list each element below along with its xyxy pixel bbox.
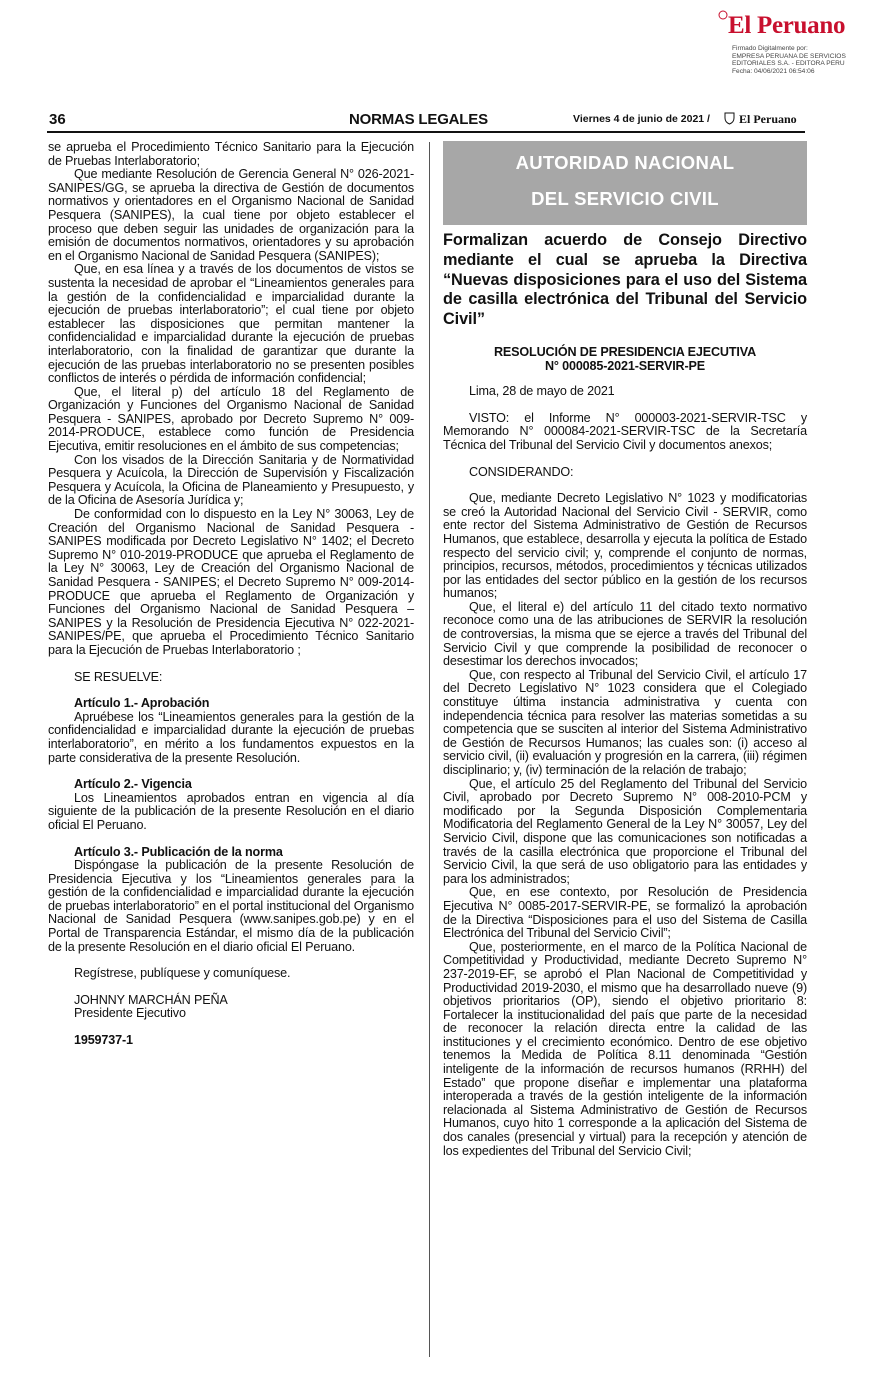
institution-banner	[443, 141, 807, 225]
signer-title: Presidente Ejecutivo	[74, 1006, 186, 1021]
column-divider	[429, 142, 430, 1357]
paragraph: Con los visados de la Dirección Sanitaria y de Normatividad Pesquera y Acuícola, la Dirección de Supervisión y Fiscalización Pesquera y Acuícola, la Oficina de Planeamiento y Presupuesto, y de la Oficina de Asesoría Jurídica y;	[48, 452, 414, 508]
signer-name: JOHNNY MARCHÁN PEÑA	[74, 992, 228, 1007]
considerando-heading: CONSIDERANDO:	[469, 464, 574, 479]
signature-line: Fecha: 04/06/2021 06:54:06	[732, 67, 815, 75]
paragraph: Que, el literal p) del artículo 18 del Reglamento de Organización y Funciones del Organismo Nacional de Sanidad Pesquera - SANIPES, aprobado por Decreto Supremo N° 009-2014-PRODUCE, establece como función de Presidencia Ejecutiva, emitir resoluciones en el ámbito de sus competencias;	[48, 384, 414, 454]
paragraph: Que, en ese contexto, por Resolución de Presidencia Ejecutiva N° 0085-2017-SERVIR-PE, se formalizó la aprobación de la Directiva “Disposiciones para el uso del Sistema de Casilla Electrónica del Tribunal del Servicio Civil”;	[443, 885, 807, 941]
paragraph: Que, posteriormente, en el marco de la Política Nacional de Competitividad y Productividad, mediante Decreto Supremo N° 237-2019-EF, se aprobó el Plan Nacional de Competitividad y Productividad 2019-2030, el mismo que ha desarrollado nueve (9) objetivos prioritarios (OP), siendo el objetivo prioritario 8: Fortalecer la institucionalidad del país que parte de la necesidad de reconocer la relación directa entre la calidad de las instituciones y el crecimiento económico. Dentro de ese objetivo tenemos la Medida de Política 8.11 denominada “Gestión inteligente de la información de recursos humanos (RRHH) del Estado” que propone diseñar e implementar una plataforma interoperada a través de la gestión inteligente de la información relacionada al Sistema Administrativo de Gestión de Recursos Humanos, cuyo hito 1 corresponde a la aplicación del Sistema de dos canales (presencial y virtual) para la recepción y atención de los expedientes del Tribunal del Servicio Civil;	[443, 939, 807, 1158]
paragraph: Que, en esa línea y a través de los documentos de vistos se sustenta la necesidad de aprobar el “Lineamientos generales para la gestión de la confidencialidad e imparcialidad durante la ejecución de pruebas interlaboratorio”; el cual tiene por objeto establecer las disposiciones que permitan mantener la confidencialidad e imparcialidad durante la ejecución de pruebas interlaboratorio, con la finalidad de garantizar que durante la ejecución de las pruebas interlaboratorio no se presenten posibles conflictos de interés o pérdida de información confidencial;	[48, 262, 414, 386]
norm-title: Formalizan acuerdo de Consejo Directivo mediante el cual se aprueba la Directiva “Nuevas disposiciones para el uso del Sistema de casilla electrónica del Tribunal del Servicio Civil”	[443, 231, 807, 329]
publication-name: El Peruano	[739, 112, 797, 126]
article-3-text: Dispóngase la publicación de la presente Resolución de Presidencia Ejecutiva y los “Lineamientos generales para la gestión de la confidencialidad e imparcialidad durante la ejecución de pruebas interlaboratorio” en el portal institucional del Organismo Nacional de Sanidad Pesquera (www.sanipes.gob.pe) y en el Portal de Transparencia Estándar, el mismo día de la publicación de la presente Resolución en el diario oficial El Peruano.	[48, 858, 414, 954]
article-3-title: Artículo 3.- Publicación de la norma	[74, 844, 283, 859]
resolution-number	[443, 346, 807, 373]
banner-line: DEL SERVICIO CIVIL	[531, 188, 719, 209]
paragraph: De conformidad con lo dispuesto en la Ley N° 30063, Ley de Creación del Organismo Nacional de Sanidad Pesquera - SANIPES modificada por Decreto Legislativo N° 1402; el Decreto Supremo N° 010-2019-PRODUCE que aprueba el Reglamento de la Ley N° 30063, Ley de Creación del Organismo Nacional de Sanidad Pesquera - SANIPES; el Decreto Supremo N° 009-2014-PRODUCE que aprueba el Reglamento de Organización y Funciones del Organismo Nacional de Sanidad Pesquera – SANIPES y la Resolución de Presidencia Ejecutiva N° 022-2021-SANIPES/PE, que aprueba el Procedimiento Técnico Sanitario para la Ejecución de Pruebas Interlaboratorio ;	[48, 507, 414, 657]
document-code: 1959737-1	[74, 1033, 133, 1048]
resolution-line: N° 000085-2021-SERVIR-PE	[544, 358, 706, 373]
issue-date: Viernes 4 de junio de 2021 /	[573, 113, 710, 125]
right-column	[443, 141, 807, 1158]
section-title: NORMAS LEGALES	[349, 111, 488, 128]
article-2-title: Artículo 2.- Vigencia	[74, 777, 192, 792]
paragraph: Que, mediante Decreto Legislativo N° 1023 y modificatorias se creó la Autoridad Nacional del Servicio Civil - SERVIR, como ente rector del Sistema Administrativo de Gestión de Recursos Humanos, que establece, desarrolla y ejecuta la política de Estado respecto del servicio civil; y, comprende el conjunto de normas, principios, recursos, métodos, procedimientos y técnicas utilizados por las entidades del sector público en la gestión de los recursos humanos;	[443, 491, 807, 601]
paragraph: se aprueba el Procedimiento Técnico Sanitario para la Ejecución de Pruebas Interlaboratorio;	[48, 140, 414, 168]
signature-line: EMPRESA PERUANA DE SERVICIOS	[732, 52, 846, 60]
article-1-title: Artículo 1.- Aprobación	[74, 696, 210, 711]
digital-signature	[732, 45, 862, 75]
shield-icon	[723, 112, 736, 125]
resolve-heading: SE RESUELVE:	[74, 669, 163, 684]
paragraph: Que, el artículo 25 del Reglamento del Tribunal del Servicio Civil, aprobado por Decreto Supremo N° 008-2010-PCM y modificado por la Segunda Disposición Complementaria Modificatoria del Reglamento General de la Ley N° 30057, Ley del Servicio Civil, dispone que las comunicaciones son notificadas a través de la casilla electrónica que proporcione el Tribunal del Servicio Civil, la que será de uso obligatorio para las entidades y para los administrados;	[443, 776, 807, 886]
header-rule	[47, 131, 805, 133]
left-column	[48, 141, 414, 1048]
paragraph: Que, con respecto al Tribunal del Servicio Civil, el artículo 17 del Decreto Legislativo N° 1023 considera que el Colegiado constituye última instancia administrativa y cuenta con independencia técnica para resolver las materias sometidas a su competencia que se susciten al interior del Sistema Administrativo de Gestión de Recursos Humanos; las cuales son: (i) acceso al servicio civil, (ii) evaluación y progresión en la carrera, (iii) régimen disciplinario; y, (iv) terminación de la relación de trabajo;	[443, 667, 807, 778]
page-header	[47, 111, 805, 133]
paragraph: Que, el literal e) del artículo 11 del citado texto normativo reconoce como una de las atribuciones de SERVIR la resolución de controversias, la misma que se ejerce a través del Tribunal del Servicio Civil y que comprende la posibilidad de reconocer o desestimar los derechos invocados;	[443, 599, 807, 669]
page-number: 36	[49, 111, 66, 128]
visto-paragraph: VISTO: el Informe N° 000003-2021-SERVIR-TSC y Memorando N° 000084-2021-SERVIR-TSC de la Secretaría Técnica del Tribunal del Servicio Civil y documentos anexos;	[443, 410, 807, 452]
banner-line: AUTORIDAD NACIONAL	[515, 152, 735, 173]
closing-formula: Regístrese, publíquese y comuníquese.	[74, 966, 291, 981]
signature-line: Firmado Digitalmente por:	[732, 45, 808, 52]
el-peruano-logo: El Peruano	[728, 12, 846, 39]
article-2-text: Los Lineamientos aprobados entran en vigencia al día siguiente de la publicación de la presente Resolución en el diario oficial El Peruano.	[48, 790, 414, 832]
article-1-text: Apruébese los “Lineamientos generales para la gestión de la confidencialidad e imparcialidad durante la ejecución de pruebas interlaboratorio”, en mérito a los fundamentos expuestos en la parte considerativa de la presente Resolución.	[48, 709, 414, 765]
resolution-line: RESOLUCIÓN DE PRESIDENCIA EJECUTIVA	[493, 344, 757, 359]
paragraph: Que mediante Resolución de Gerencia General N° 026-2021-SANIPES/GG, se aprueba la directiva de Gestión de documentos normativos y orientadores en el Organismo Nacional de Sanidad Pesquera (SANIPES), la cual tiene por objeto establecer el proceso que deben seguir las unidades de organización para la emisión de documentos normativos, orientadores y su aprobación en el Organismo Nacional de Sanidad Pesquera (SANIPES);	[48, 167, 414, 263]
coat-of-arms-icon	[718, 10, 728, 20]
signature-line: EDITORIALES S.A. - EDITORA PERU	[732, 60, 845, 68]
place-date: Lima, 28 de mayo de 2021	[469, 384, 615, 399]
